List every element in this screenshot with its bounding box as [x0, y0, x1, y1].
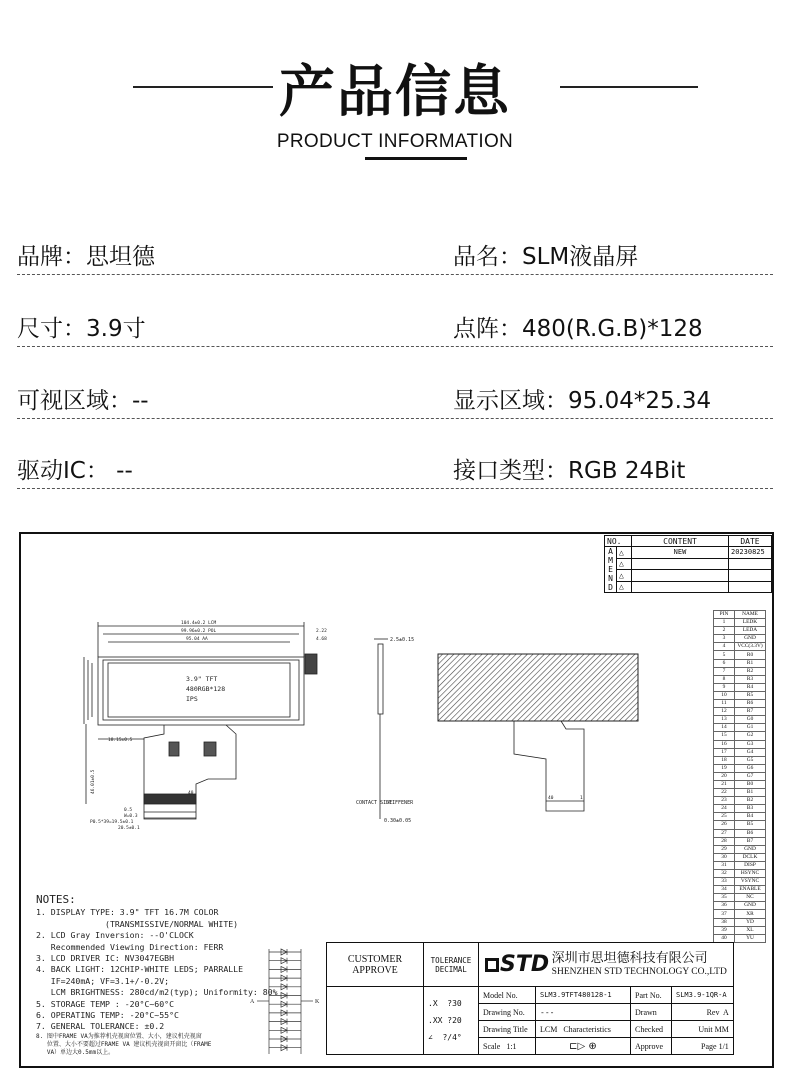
note-line: 1. DISPLAY TYPE: 3.9" TFT 16.7M COLOR: [36, 907, 219, 918]
svg-text:3.9" TFT: 3.9" TFT: [186, 675, 218, 683]
note-line: Recommended Viewing Direction: FERR: [36, 941, 224, 952]
pin-row: 9 R4: [714, 683, 766, 691]
pin-row: 26 B5: [714, 821, 766, 829]
pin-row: 32 HSYNC: [714, 870, 766, 878]
pin-row: 20 G7: [714, 772, 766, 780]
svg-text:4.68: 4.68: [316, 637, 327, 642]
pin-row: 34 ENABLE: [714, 886, 766, 894]
spec-brand: 品牌：思坦德: [17, 244, 155, 270]
pin-row: 25 B4: [714, 813, 766, 821]
svg-text:18.15±0.5: 18.15±0.5: [108, 738, 133, 743]
pin-row: 4 VCC(3.3V): [714, 643, 766, 651]
note-line: 3. LCD DRIVER IC: NV3047EGBH: [36, 953, 175, 964]
front-view-drawing: [76, 614, 346, 839]
company-header: STD 深圳市思坦德科技有限公司 SHENZHEN STD TECHNOLOGY CO.,LTD: [479, 943, 734, 987]
note-line: 6. OPERATING TEMP: -20°C~55°C: [36, 1010, 179, 1021]
pin-row: 23 B2: [714, 797, 766, 805]
note-line: VA）单边大0.5mm以上。: [36, 1048, 115, 1056]
pin-row: 22 B1: [714, 789, 766, 797]
note-line: (TRANSMISSIVE/NORMAL WHITE): [36, 918, 239, 929]
svg-text:95.04 AA: 95.04 AA: [186, 637, 208, 642]
pin-row: 39 XL: [714, 926, 766, 934]
note-line: 2. LCD Gray Inversion: --O'CLOCK: [36, 930, 194, 941]
svg-text:40: 40: [548, 796, 554, 801]
pin-row: 29 GND: [714, 845, 766, 853]
pin-row: 37 XR: [714, 910, 766, 918]
spec-product-name: 品名：SLM液晶屏: [453, 244, 639, 270]
technical-drawing: [19, 532, 774, 1068]
svg-text:99.96±0.2 POL: 99.96±0.2 POL: [181, 629, 217, 634]
pin-row: 33 VSYNC: [714, 878, 766, 886]
note-line: 8. 图中FRAME VA为推荐机壳视窗位置、大小，建议机壳视窗: [36, 1032, 202, 1040]
spec-interface: 接口类型：RGB 24Bit: [453, 458, 686, 484]
revision-triangle-icon: △: [617, 581, 632, 593]
svg-text:40: 40: [188, 791, 194, 796]
spec-viewing-area: 可视区域：--: [17, 388, 149, 414]
spec-row-1: [17, 238, 773, 275]
pin-row: 8 R3: [714, 675, 766, 683]
pin-row: 17 G4: [714, 748, 766, 756]
pin-row: 11 R6: [714, 700, 766, 708]
svg-text:0.30±0.05: 0.30±0.05: [384, 818, 412, 824]
pin-row: 13 G0: [714, 716, 766, 724]
pin-row: 15 G2: [714, 732, 766, 740]
side-view-drawing: [356, 629, 436, 829]
pin-row: 31 DISP: [714, 861, 766, 869]
svg-text:2.5±0.15: 2.5±0.15: [390, 637, 415, 643]
svg-text:1: 1: [580, 796, 583, 801]
back-view-drawing: [436, 649, 646, 819]
pin-row: 19 G6: [714, 764, 766, 772]
svg-text:46.01±0.5: 46.01±0.5: [91, 769, 96, 794]
note-line: 5. STORAGE TEMP : -20°C~60°C: [36, 998, 175, 1009]
projection-symbol-icon: ⊏▷ ⊕: [536, 1038, 631, 1055]
svg-text:0.5: 0.5: [124, 808, 133, 813]
revision-triangle-icon: △: [617, 547, 632, 559]
svg-text:W=0.3: W=0.3: [124, 814, 138, 819]
note-line: 7. GENERAL TOLERANCE: ±0.2: [36, 1021, 165, 1032]
svg-text:480RGB*128: 480RGB*128: [186, 685, 226, 693]
svg-text:CONTACT SIDE: CONTACT SIDE: [356, 800, 393, 806]
spec-row-4: [17, 452, 773, 489]
note-line: LCM BRIGHTNESS: 280cd/m2(typ); Uniformity: 80%: [36, 987, 278, 998]
pin-row: 24 B3: [714, 805, 766, 813]
pin-row: 27 B6: [714, 829, 766, 837]
spec-size: 尺寸：3.9寸: [17, 316, 146, 342]
page-title: 产品信息: [279, 60, 511, 125]
pin-row: 2 LEDA: [714, 627, 766, 635]
pin-row: 21 B0: [714, 780, 766, 788]
pin-row: 28 B7: [714, 837, 766, 845]
amend-side-label: A M E N D: [605, 547, 617, 593]
note-line: IF=240mA; VF=3.1+/-0.2V;: [36, 975, 170, 986]
note-line: 4. BACK LIGHT: 12CHIP-WHITE LEDS; PARRALLE: [36, 964, 244, 975]
svg-text:STIFFENER: STIFFENER: [386, 800, 414, 806]
svg-text:20.5±0.1: 20.5±0.1: [118, 826, 140, 831]
spec-resolution: 点阵：480(R.G.B)*128: [453, 316, 703, 342]
pin-row: 40 YU: [714, 934, 766, 942]
logo-mark-icon: [485, 958, 499, 972]
spec-row-2: [17, 310, 773, 347]
pin-row: 16 G3: [714, 740, 766, 748]
svg-text:104.4±0.2 LCM: 104.4±0.2 LCM: [181, 621, 217, 626]
svg-text:K: K: [315, 999, 320, 1005]
spec-display-area: 显示区域：95.04*25.34: [453, 388, 712, 414]
pin-row: 7 R2: [714, 667, 766, 675]
pin-row: 30 DCLK: [714, 853, 766, 861]
svg-text:P0.5*39=19.5±0.1: P0.5*39=19.5±0.1: [90, 820, 134, 825]
std-logo: STD: [485, 952, 549, 977]
drawing-notes: NOTES: 1. DISPLAY TYPE: 3.9" TFT 16.7M COLOR (TRANSMISSIVE/NORMAL WHITE) 2. LCD Gray Inversion: --O'CLOCK Recommended Viewing Direction: FERR 3. LCD DRIVER IC: NV3047EGBH 4. BACK LIGHT: 12CHIP-WHITE LEDS; PARRALLE IF=240mA; VF=3.1+/-0.2V; LCM BRIGHTNESS: 280cd/m2(typ); Uniformity: 80% 5. STORAGE TEMP : -20°C~60°C 6. OPERATING TEMP: -20°C~55°C 7. GENERAL TOLERANCE: ±0.2 8. 图中FRAME VA为推荐机壳视窗位置、大小，建议机壳视窗 位置、大小不要超过FRAME VA 建议机壳视窗开窗比（FRAME VA）单边大0.5mm以上。: [36, 893, 278, 1056]
spec-row-3: [17, 382, 773, 419]
pin-row: 18 G5: [714, 756, 766, 764]
amend-table: NO. CONTENT DATE A M E N D △ NEW 20230825 △ △ △: [604, 535, 772, 593]
header-rule-right: [560, 86, 698, 88]
title-block: CUSTOMER APPROVE TOLERANCE DECIMAL STD 深圳市思坦德科技有限公司 SHENZHEN STD TECHNOLOGY CO.,LTD .X ?30 .XX ?20 ∠ ?/4° Model No. SLM3.9TFT480128-1 Part No. SLM3.9-1QR-A Drawing No. --- Drawn Rev A Drawing Title LCM Characteristics Checked Unit MM Scale 1:1 ⊏▷ ⊕ Approve Page 1/1: [326, 942, 734, 1055]
page-subtitle: PRODUCT INFORMATION: [276, 131, 514, 152]
subtitle-underline: [365, 157, 467, 160]
revision-triangle-icon: △: [617, 570, 632, 582]
pin-row: 14 G1: [714, 724, 766, 732]
revision-triangle-icon: △: [617, 558, 632, 570]
pin-row: 38 YD: [714, 918, 766, 926]
pin-row: 1 LEDK: [714, 619, 766, 627]
svg-text:IPS: IPS: [186, 695, 198, 703]
pin-row: 36 GND: [714, 902, 766, 910]
pin-row: 12 R7: [714, 708, 766, 716]
note-line: 位置、大小不要超过FRAME VA 建议机壳视窗开窗比（FRAME: [36, 1040, 212, 1048]
svg-text:A: A: [250, 999, 255, 1005]
pin-row: 10 R5: [714, 691, 766, 699]
backlight-led-circuit: [249, 944, 329, 1059]
pin-row: 6 R1: [714, 659, 766, 667]
spec-driver-ic: 驱动IC： --: [17, 458, 133, 484]
svg-text:2.22: 2.22: [316, 629, 327, 634]
pin-row: 3 GND: [714, 635, 766, 643]
pin-table: PIN NAME 1 LEDK 2 LEDA 3 GND 4 VCC(3.3V) 5 R0 6 R1 7 R2 8 R3 9 R4 10 R5 11 R6 12 R7 13 G0 14 G1 15 G2 16 G3 17 G4 18 G5 19 G6 20 G7 21 B0 22 B1 23 B2 24 B3 25 B4 26 B5 27 B6 28 B7 29 GND 30 DCLK 31 DISP 32 HSYNC 33 VSYNC 34 ENABLE 35 NC 36 GND 37 XR 38 YD 39 XL 40 YU: [713, 610, 766, 943]
pin-row: 5 R0: [714, 651, 766, 659]
pin-row: 35 NC: [714, 894, 766, 902]
